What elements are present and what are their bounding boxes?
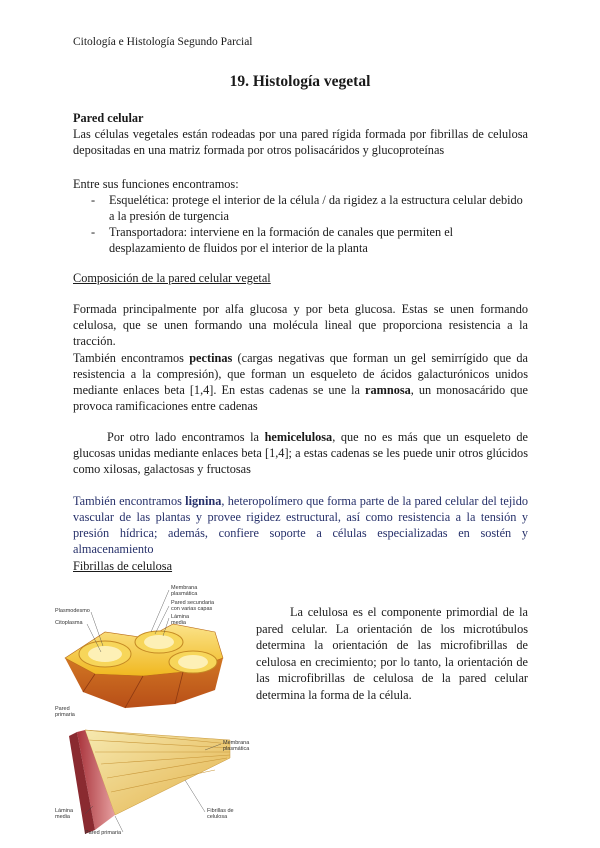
functions-intro: Entre sus funciones encontramos: [73, 177, 239, 191]
pectinas-term: pectinas [189, 351, 233, 365]
label-membrana-right: Membrana plasmática [223, 740, 250, 752]
label-lamina-top: Lámina media [171, 614, 190, 626]
list-bullet: - [91, 225, 96, 239]
p2-text-c: (cargas negativas que forman un gel semirrígido que da resistencia a la compresión), que forman un esqueleto de ácidos galacturónicos unidos mediante enlaces beta [1,4]. En estas cadenas se une la [73, 351, 528, 397]
function-esqueletica: Esquelética: protege el interior de la célula / da rigidez a la estructura celular debido a la presión de turgencia [109, 193, 523, 223]
page-header: Citología e Histología Segundo Parcial [73, 36, 253, 48]
lignina-term: lignina [185, 494, 222, 508]
fibrillas-heading: Fibrillas de celulosa [73, 559, 173, 573]
list-item [73, 192, 528, 224]
pared-intro: Las células vegetales están rodeadas por una pared rígida formada por fibrillas de celulosa depositadas en una matriz formada por otros polisacáridos y glucoproteínas [73, 127, 528, 157]
label-lamina-bottom: Lámina media [55, 808, 74, 820]
composicion-heading: Composición de la pared celular vegetal [73, 271, 271, 285]
label-pared-secundaria: Pared secundaria con varias capas [171, 600, 215, 612]
page-title: 19. Histología vegetal [229, 73, 371, 90]
p2-text-a: También encontramos [73, 351, 190, 365]
composicion-p3 [73, 429, 528, 477]
pared-heading: Pared celular [73, 111, 144, 125]
list-item [73, 224, 528, 256]
label-plasmodesmo: Plasmodesmo [55, 608, 90, 614]
pared-section [73, 110, 528, 158]
composicion-p1: Formada principalmente por alfa glucosa y por beta glucosa. Estas se unen formando celulosa, que se unen formando una molécula lineal que proporciona resistencia a la tracción. [73, 302, 528, 348]
p4-text-c: , heteropolímero que forma parte de la pared celular del tejido vascular de las plantas y provee rigidez estructural, así como resistencia a la tensión y presión hídrica; además, confiere soporte a células especializadas en sostén y almacenamiento [73, 494, 528, 556]
cell-wall-illustration [55, 580, 255, 842]
p3-text-a: Por otro lado encontramos la [107, 430, 265, 444]
functions-list [73, 192, 528, 256]
composicion-p4 [73, 493, 528, 557]
hemicelulosa-term: hemicelulosa [264, 430, 333, 444]
label-fibrillas: Fibrillas de celulosa [207, 808, 234, 820]
fibrillas-text: La celulosa es el componente primordial de la pared celular. La orientación de los microtúbulos determina la orientación de las microfibrillas de celulosa en crecimiento; por lo tanto, la orientación de las microfibrillas de celulosa de la pared celular determina la forma de la célula. [256, 605, 528, 702]
list-bullet: - [91, 193, 96, 207]
label-pared-primaria-left: Pared primaria [55, 706, 75, 718]
cell-wall-figure [55, 580, 255, 842]
p4-text-a: También encontramos [73, 494, 186, 508]
cells-block [65, 624, 223, 708]
p3-text-c: , que no es más que un esqueleto de glucosas unidas mediante enlaces beta [1,4]; a estas cadenas se les puede unir otros glúcidos como xilosas, galactosas y fructosas [73, 430, 528, 476]
label-membrana-top: Membrana plasmática [171, 585, 198, 597]
label-pared-primaria-bottom: Pared primaria [85, 830, 122, 836]
label-citoplasma: Citoplasma [55, 620, 83, 626]
function-transportadora: Transportadora: interviene en la formación de canales que permiten el desplazamiento de fluidos por el interior de la planta [109, 225, 454, 255]
fibrils-fan [69, 730, 230, 834]
ramnosa-term: ramnosa [365, 383, 411, 397]
composicion-p2 [73, 350, 528, 414]
p2-text-e: , un monosacárido que provoca ramificaciones entre cadenas [73, 383, 528, 413]
